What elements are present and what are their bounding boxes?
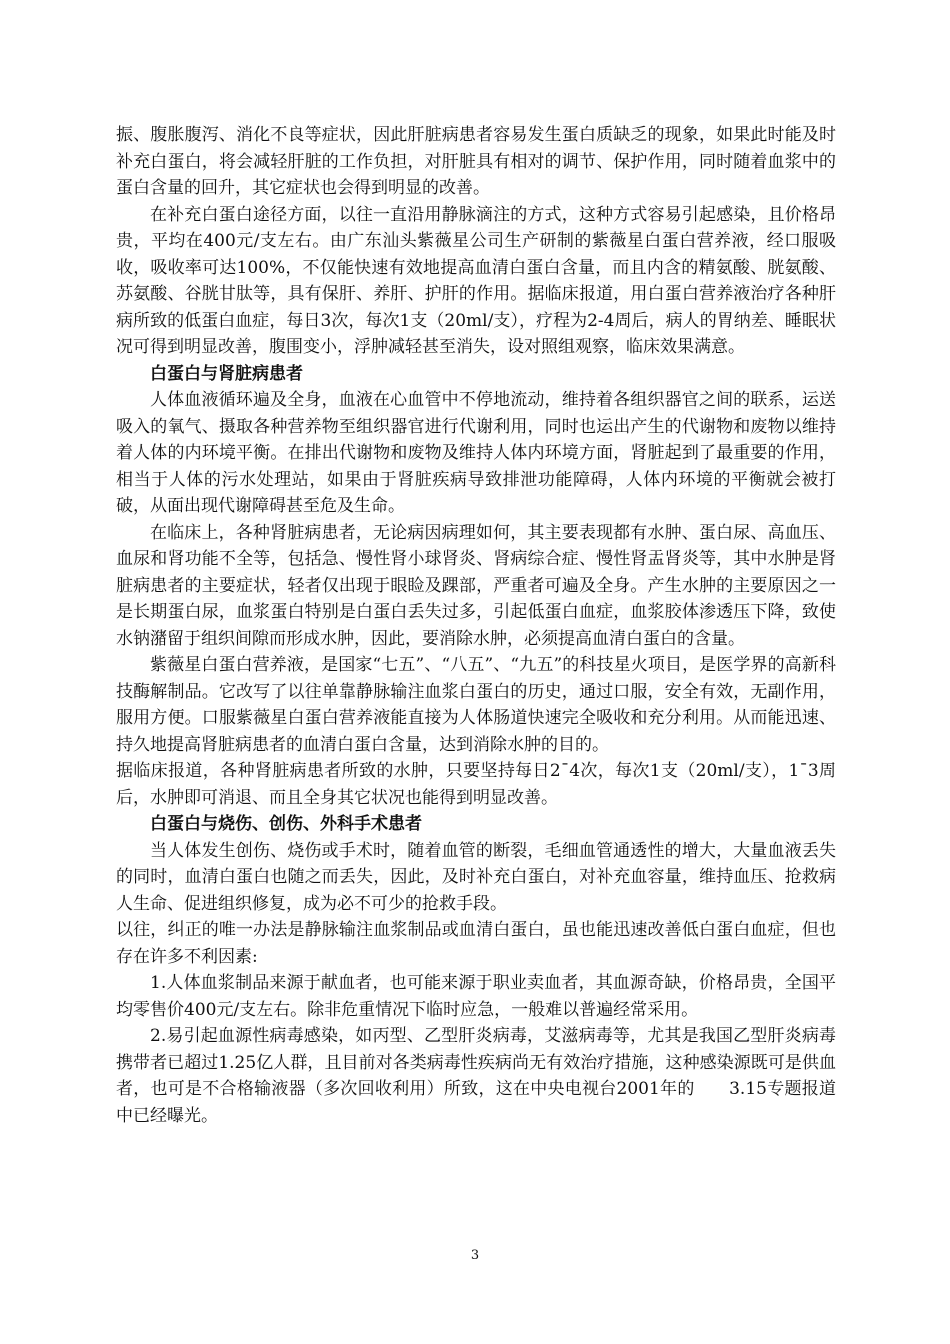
paragraph: 据临床报道，各种肾脏病患者所致的水肿，只要坚持每日2¯4次，每次1支（20ml/支），1¯3周后，水肿即可消退、而且全身其它状况也能得到明显改善。 xyxy=(116,761,836,808)
section-heading: 白蛋白与肾脏病患者 xyxy=(150,363,303,384)
section-heading: 白蛋白与烧伤、创伤、外科手术患者 xyxy=(150,814,422,834)
page-number: 3 xyxy=(470,1248,480,1263)
paragraph: 以往，纠正的唯一办法是静脉输注血浆制品或血清白蛋白，虽也能迅速改善低白蛋白血症，但也存在许多不利因素: xyxy=(116,920,836,967)
paragraph: 2.易引起血源性病毒感染，如丙型、乙型肝炎病毒，艾滋病毒等，尤其是我国乙型肝炎病毒携带者已超过1.25亿人群，且目前对各类病毒性疾病尚无有效治疗措施，这种感染源既可是供血者，也可是不合格输液器（多次回收利用）所致，这在中央电视台2001年的 3.15专题报道中已经曝光。 xyxy=(116,1026,836,1126)
paragraph: 在临床上，各种肾脏病患者，无论病因病理如何，其主要表现都有水肿、蛋白尿、高血压、血尿和肾功能不全等，包括急、慢性肾小球肾炎、肾病综合症、慢性肾盂肾炎等，其中水肿是肾脏病患者的主要症状，轻者仅出现于眼睑及踝部，严重者可遍及全身。产生水肿的主要原因之一是长期蛋白尿，血浆蛋白特别是白蛋白丢失过多，引起低蛋白血症，血浆胶体渗透压下降，致使水钠潴留于组织间隙而形成水肿，因此，要消除水肿，必须提高血清白蛋白的含量。 xyxy=(116,522,836,649)
paragraph: 当人体发生创伤、烧伤或手术时，随着血管的断裂，毛细血管通透性的增大，大量血液丢失的同时，血清白蛋白也随之而丢失，因此，及时补充白蛋白，对补充血容量，维持血压、抢救病人生命、促进组织修复，成为必不可少的抢救手段。 xyxy=(116,840,836,914)
paragraph: 在补充白蛋白途径方面，以往一直沿用静脉滴注的方式，这种方式容易引起感染，且价格昂贵，平均在400元/支左右。由广东汕头紫薇星公司生产研制的紫薇星白蛋白营养液，经口服吸收，吸收率可达100%，不仅能快速有效地提高血清白蛋白含量，而且内含的精氨酸、胱氨酸、苏氨酸、谷胱甘肽等，具有保肝、养肝、护肝的作用。据临床报道，用白蛋白营养液治疗各种肝病所致的低蛋白血症，每日3次，每次1支（20ml/支），疗程为2-4周后，病人的胃纳差、睡眠状况可得到明显改善，腹围变小，浮肿减轻甚至消失，设对照组观察，临床效果满意。 xyxy=(116,204,836,357)
paragraph: 人体血液循环遍及全身，血液在心血管中不停地流动，维持着各组织器官之间的联系，运送吸入的氧气、摄取各种营养物至组织器官进行代谢利用，同时也运出产生的代谢物和废物以维持着人体的内环境平衡。在排出代谢物和废物及维持人体内环境方面，肾脏起到了最重要的作用，相当于人体的污水处理站，如果由于肾脏疾病导致排泄功能障碍，人体内环境的平衡就会被打破，从面出现代谢障碍甚至危及生命。 xyxy=(116,390,836,516)
paragraph: 1.人体血浆制品来源于献血者，也可能来源于职业卖血者，其血源奇缺，价格昂贵，全国平均零售价400元/支左右。除非危重情况下临时应急，一般难以普遍经常采用。 xyxy=(116,973,836,1020)
paragraph: 振、腹胀腹泻、消化不良等症状，因此肝脏病患者容易发生蛋白质缺乏的现象，如果此时能及时补充白蛋白，将会减轻肝脏的工作负担，对肝脏具有相对的调节、保护作用，同时随着血浆中的蛋白含量的回升，其它症状也会得到明显的改善。 xyxy=(116,125,836,198)
body-text xyxy=(116,122,836,1129)
paragraph: 紫薇星白蛋白营养液，是国家“七五”、“八五”、“九五”的科技星火项目，是医学界的高新科技酶解制品。它改写了以往单靠静脉输注血浆白蛋白的历史，通过口服，安全有效，无副作用，服用方便。口服紫薇星白蛋白营养液能直接为人体肠道快速完全吸收和充分利用。从而能迅速、持久地提高肾脏病患者的血清白蛋白含量，达到消除水肿的目的。 xyxy=(116,655,836,755)
